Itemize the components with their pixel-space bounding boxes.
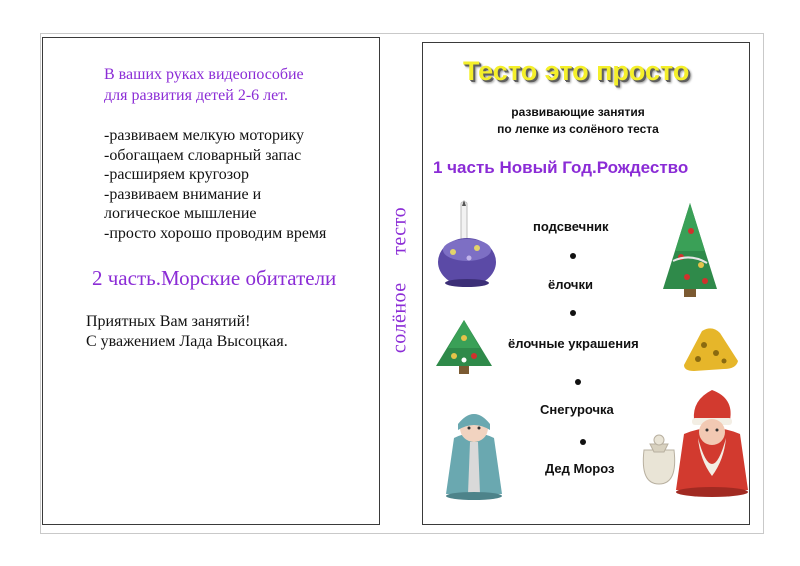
bullet-dot: [580, 439, 586, 445]
intro-line-1: В ваших руках видеопособие: [104, 66, 304, 83]
bullet-dot: [575, 379, 581, 385]
subtitle-line-2: по лепке из солёного теста: [497, 122, 659, 136]
tree-figure-icon: [657, 201, 723, 299]
item-snow-maiden: Снегурочка: [540, 402, 614, 417]
closing-line-1: Приятных Вам занятий!: [86, 313, 251, 330]
cover-title: Тесто это просто: [463, 56, 690, 86]
benefit-item: -расширяем кругозор: [104, 166, 249, 184]
part1-heading: 1 часть Новый Год.Рождество: [433, 158, 689, 177]
benefit-item: -просто хорошо проводим время: [104, 224, 327, 242]
item-candle-holder: подсвечник: [533, 219, 609, 234]
cover-subtitle: [470, 104, 686, 138]
benefits-list: [104, 126, 374, 244]
benefit-item: -обогащаем словарный запас: [104, 146, 302, 164]
spine-title: солёное тесто: [388, 206, 411, 354]
santa-figure-icon: [672, 390, 752, 500]
item-grandfather-frost: Дед Мороз: [545, 461, 615, 476]
intro-line-2: для развития детей 2-6 лет.: [104, 87, 289, 104]
closing-text: [86, 312, 288, 352]
candle-holder-figure-icon: [433, 200, 503, 292]
item-ornaments: ёлочные украшения: [508, 336, 639, 351]
item-trees: ёлочки: [548, 277, 593, 292]
part2-heading: 2 часть.Морские обитатели: [92, 266, 337, 290]
benefit-item: -развиваем внимание и: [104, 185, 262, 203]
ornament-figure-icon: [432, 318, 496, 376]
bullet-dot: [570, 253, 576, 259]
subtitle-line-1: развивающие занятия: [511, 105, 645, 119]
bullet-dot: [570, 310, 576, 316]
closing-line-2: С уважением Лада Высоцкая.: [86, 333, 288, 350]
star-figure-icon: [680, 325, 742, 373]
benefit-item: -развиваем мелкую моторику: [104, 127, 305, 144]
benefit-item: логическое мышление: [104, 205, 257, 223]
intro-text: [104, 64, 374, 106]
snow-maiden-figure-icon: [440, 402, 508, 502]
